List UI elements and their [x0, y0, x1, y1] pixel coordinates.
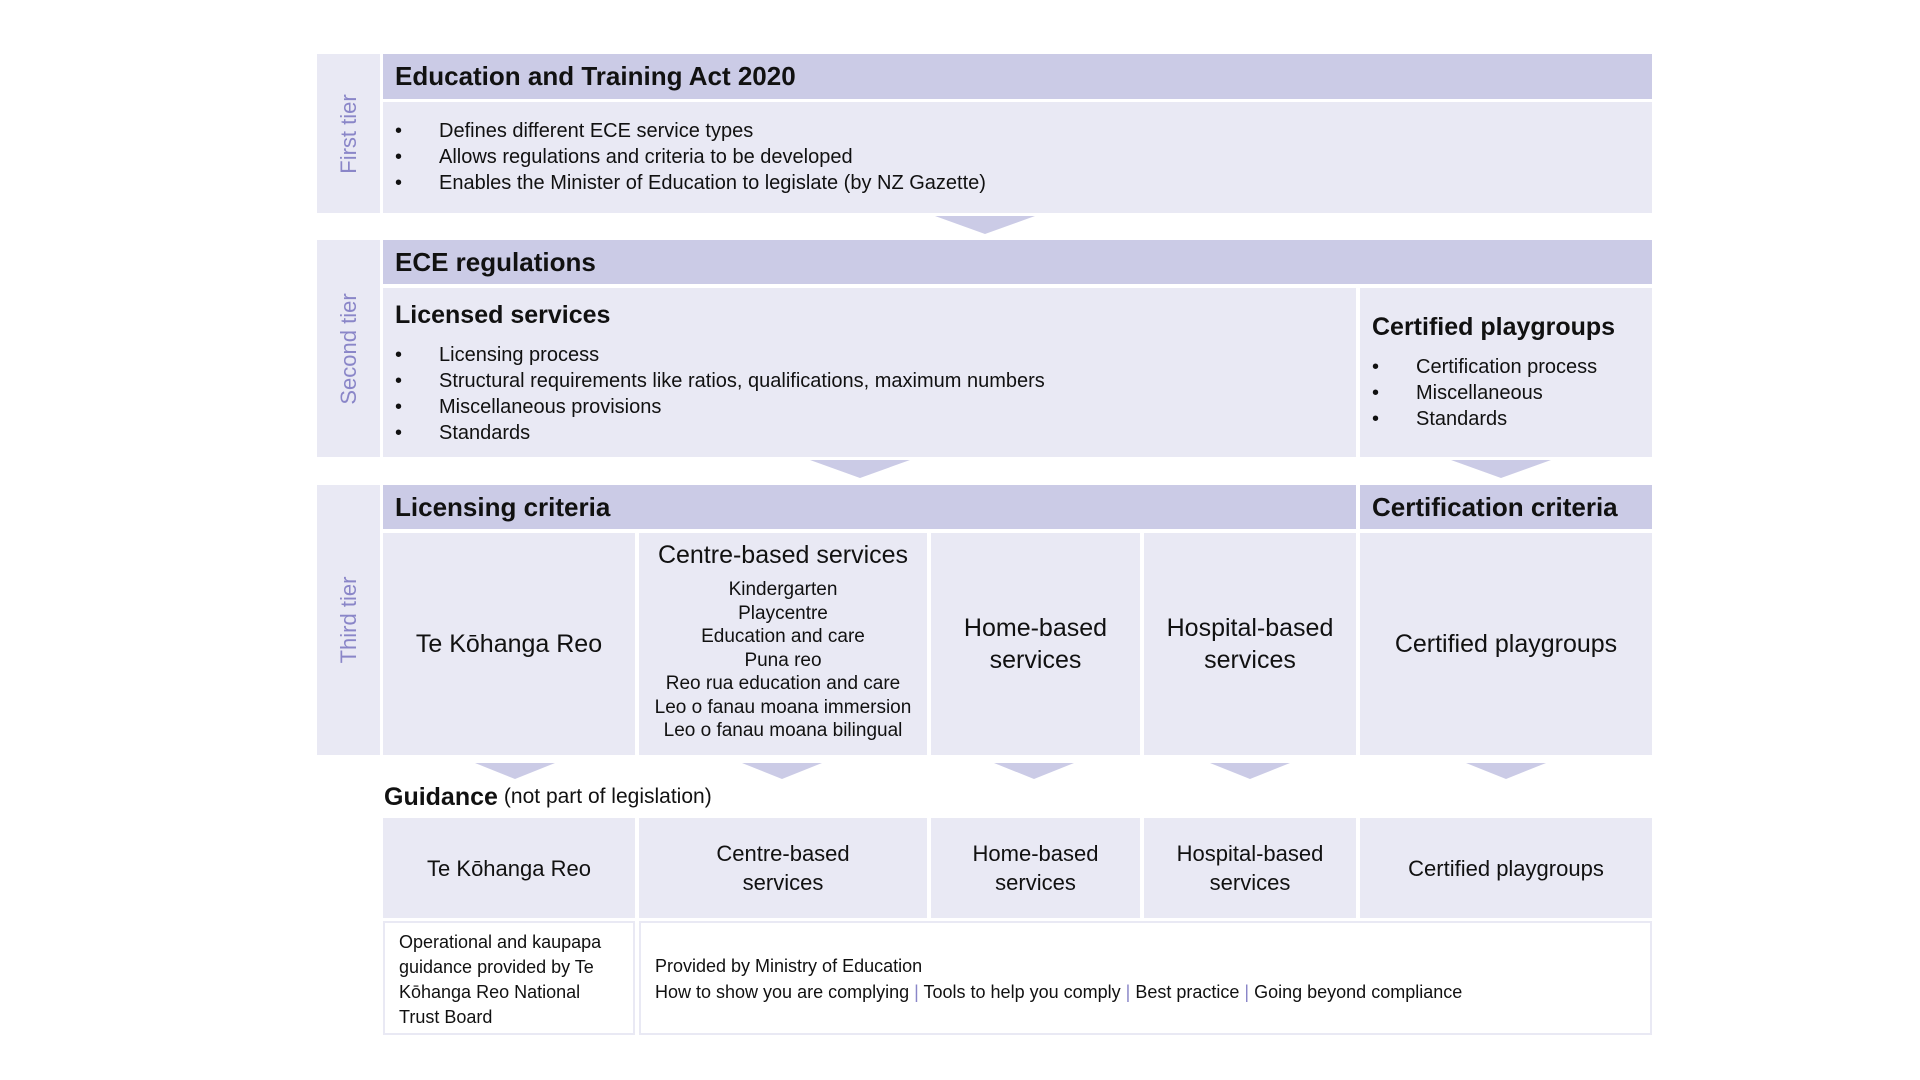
certified-bullet: • Standards — [1372, 406, 1652, 432]
certified-bullet-list — [1372, 354, 1652, 432]
guidance-centre-label: Centre-based services — [716, 841, 850, 895]
tier-label-first-text: First tier — [335, 93, 361, 174]
certified-playgroups-title: Certified playgroups — [1372, 313, 1616, 341]
guidance-title: Guidance — [384, 782, 498, 811]
regulations-header — [383, 240, 1652, 284]
ministry-link[interactable]: Best practice — [1135, 982, 1240, 1002]
licensing-criteria-header — [383, 485, 1356, 529]
guidance-home-label: Home-based services — [972, 841, 1099, 895]
licensed-bullet-list — [395, 342, 1356, 446]
licensed-bullet: • Licensing process — [395, 342, 1356, 368]
tier-label-second-text: Second tier — [335, 292, 361, 405]
criteria-centre-title: Centre-based services — [657, 541, 909, 569]
certified-playgroups-panel — [1360, 288, 1652, 457]
certified-bullet: • Miscellaneous — [1372, 380, 1652, 406]
kohanga-guidance-note-box — [383, 921, 635, 1035]
criteria-home-cell — [931, 533, 1140, 755]
licensed-services-panel — [383, 288, 1356, 457]
criteria-certified-cell — [1360, 533, 1652, 755]
down-arrow-icon — [935, 216, 1035, 234]
guidance-certified-cell — [1360, 818, 1652, 918]
tier-label-second — [317, 240, 380, 457]
down-arrow-icon — [1210, 763, 1290, 779]
link-separator: | — [1125, 982, 1131, 1002]
criteria-kohanga-label: Te Kōhanga Reo — [415, 630, 603, 658]
centre-type-item: Leo o fanau moana immersion — [654, 696, 912, 718]
link-separator: | — [914, 982, 919, 1002]
act-panel — [383, 102, 1652, 213]
guidance-home-cell — [931, 818, 1140, 918]
licensed-bullet: • Standards — [395, 420, 1356, 446]
centre-type-item: Leo o fanau moana bilingual — [663, 720, 903, 741]
down-arrow-icon — [1466, 763, 1546, 779]
certification-criteria-title: Certification criteria — [1372, 491, 1618, 522]
regulations-title: ECE regulations — [395, 246, 596, 277]
criteria-kohanga-cell — [383, 533, 635, 755]
licensing-criteria-title: Licensing criteria — [395, 491, 611, 522]
act-bullet-list — [395, 118, 1652, 196]
guidance-hospital-label: Hospital-based services — [1176, 841, 1324, 895]
guidance-certified-label: Certified playgroups — [1408, 855, 1604, 881]
certified-bullet: • Certification process — [1372, 354, 1652, 380]
guidance-kohanga-cell — [383, 818, 635, 918]
criteria-home-label: Home-based services — [963, 614, 1108, 674]
ministry-link[interactable]: Going beyond compliance — [1254, 982, 1463, 1002]
centre-type-item: Kindergarten — [728, 579, 838, 600]
ministry-link[interactable]: How to show you are complying — [655, 982, 910, 1002]
ministry-links-line — [655, 979, 1650, 1005]
guidance-hospital-cell — [1144, 818, 1356, 918]
guidance-note: (not part of legislation) — [503, 785, 712, 808]
tier-label-third — [317, 485, 380, 755]
tier-label-first — [317, 54, 380, 213]
licensed-bullet: • Miscellaneous provisions — [395, 394, 1356, 420]
tier-label-third-text: Third tier — [335, 576, 361, 664]
kohanga-guidance-note: Operational and kaupapa guidance provided by Te Kōhanga Reo National Trust Board — [399, 932, 602, 1027]
criteria-certified-label: Certified playgroups — [1394, 630, 1618, 658]
down-arrow-icon — [810, 460, 910, 478]
certification-criteria-header — [1360, 485, 1652, 529]
criteria-centre-cell — [639, 533, 927, 755]
licensed-bullet: • Structural requirements like ratios, qualifications, maximum numbers — [395, 368, 1356, 394]
licensed-services-title: Licensed services — [395, 301, 611, 329]
act-bullet: • Defines different ECE service types — [395, 118, 1652, 144]
centre-type-item: Reo rua education and care — [665, 673, 901, 694]
act-header — [383, 54, 1652, 99]
centre-type-item: Playcentre — [738, 602, 828, 624]
act-title: Education and Training Act 2020 — [395, 61, 796, 91]
guidance-centre-cell — [639, 818, 927, 918]
ministry-provided-line: Provided by Ministry of Education — [655, 956, 923, 976]
centre-type-item: Puna reo — [744, 649, 822, 671]
down-arrow-icon — [994, 763, 1074, 779]
criteria-hospital-label: Hospital-based services — [1166, 614, 1334, 674]
criteria-hospital-cell — [1144, 533, 1356, 755]
down-arrow-icon — [475, 763, 555, 779]
guidance-heading — [384, 780, 712, 814]
act-bullet: • Allows regulations and criteria to be developed — [395, 144, 1652, 170]
centre-type-item: Education and care — [701, 626, 865, 647]
act-bullet: • Enables the Minister of Education to legislate (by NZ Gazette) — [395, 170, 1652, 196]
guidance-kohanga-label: Te Kōhanga Reo — [427, 855, 591, 881]
ministry-link[interactable]: Tools to help you comply — [923, 982, 1121, 1002]
down-arrow-icon — [1451, 460, 1551, 478]
link-separator: | — [1244, 982, 1250, 1002]
ministry-guidance-box — [639, 921, 1652, 1035]
down-arrow-icon — [742, 763, 822, 779]
